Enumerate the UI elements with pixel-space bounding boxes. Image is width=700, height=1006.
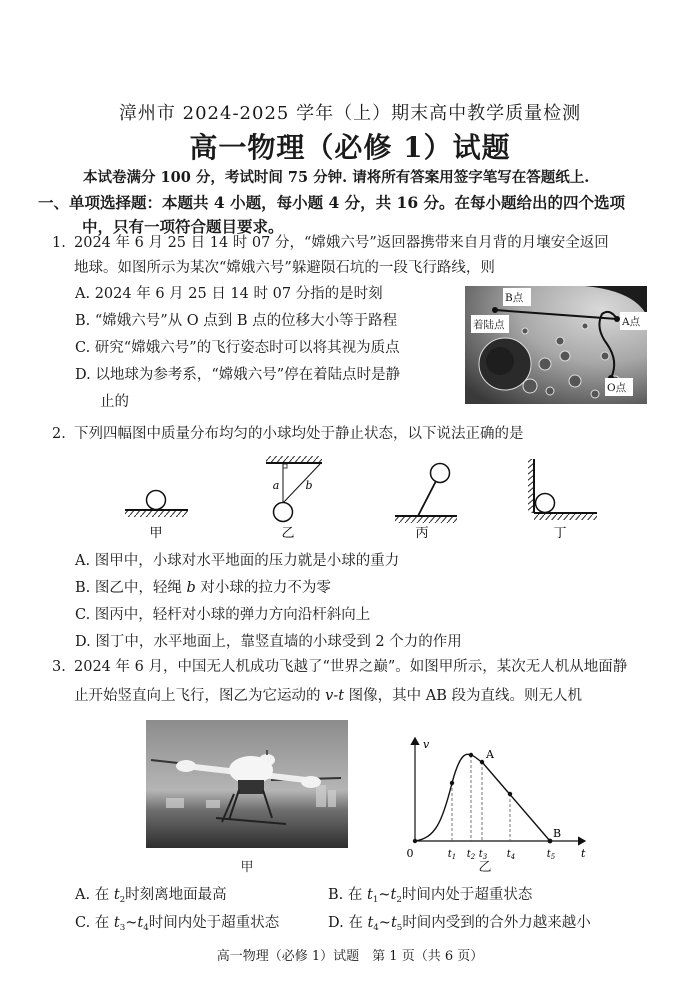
option-a (75, 548, 399, 575)
option-text-end: 时刻离地面最高 (125, 887, 227, 903)
question-number: 1. (52, 235, 66, 251)
v-axis-label: v (423, 738, 430, 751)
time-subscript: 2 (119, 895, 126, 906)
option-text: 以地球为参考系，“嫦娥六号”停在着陆点时是静 (95, 367, 401, 383)
point-a (614, 316, 620, 322)
rope-a-label: a (272, 479, 280, 492)
figure-caption: 丙 (415, 526, 429, 541)
option-text: 在 (347, 887, 367, 903)
figure-caption: 乙 (281, 526, 295, 541)
point-b (492, 307, 498, 313)
time-subscript: 3 (119, 923, 126, 934)
question-number: 2. (52, 426, 66, 442)
option-text: 图丙中，轻杆对小球的弹力方向沿杆斜向上 (94, 607, 371, 623)
option-d (75, 362, 400, 389)
time-subscript: 1 (372, 895, 379, 906)
question-stem-line2 (74, 684, 582, 708)
option-text-end: 时间内处于超重状态 (401, 887, 533, 903)
time-variable: t (113, 887, 120, 903)
figure-ding (528, 459, 597, 541)
rope-variable: b (186, 580, 196, 596)
rope-b (283, 464, 320, 503)
ball (431, 464, 450, 483)
option-label: D. (328, 915, 344, 931)
option-text: 图乙中，轻绳 (94, 580, 187, 596)
t-axis-label: t (581, 847, 586, 860)
option-text: 研究“嫦娥六号”的飞行姿态时可以将其视为质点 (94, 340, 400, 356)
time-variable: t (367, 915, 374, 931)
figure-bing (395, 464, 457, 542)
section-title-line2: 中，只有一项符合题目要求。 (82, 217, 284, 236)
exam-header: 漳州市 2024-2025 学年（上）期末高中教学质量检测 (118, 103, 582, 124)
option-label: B. (75, 580, 91, 596)
ball (536, 494, 555, 513)
ball (147, 491, 166, 510)
velocity-curve (415, 754, 550, 841)
option-d (328, 910, 591, 942)
tick-t1: $t_1$ (447, 849, 457, 861)
question-stem-line2: 地球。如图所示为某次“嫦娥六号”躲避陨石坑的一段飞行路线，则 (74, 260, 495, 276)
question-stem-line1: 2024 年 6 月 25 日 14 时 07 分，“嫦娥六号”返回器携带来自月背的月壤安全返回 (74, 235, 609, 251)
option-text: 2024 年 6 月 25 日 14 时 07 分指的是时刻 (94, 286, 383, 302)
option-a (75, 281, 383, 308)
light-rod (418, 481, 436, 516)
option-label: B. (75, 313, 91, 329)
option-label: C. (75, 607, 91, 623)
time-subscript: 5 (396, 923, 403, 934)
time-subscript: 2 (396, 895, 402, 906)
option-text-end: 对小球的拉力不为零 (195, 580, 331, 596)
time-subscript: 4 (143, 923, 149, 934)
stem-text-end: 图像，其中 AB 段为直线。则无人机 (344, 688, 582, 704)
option-d (75, 629, 462, 656)
question-stem-line1: 下列四幅图中质量分布均匀的小球均处于静止状态，以下说法正确的是 (74, 426, 524, 442)
option-c (75, 602, 370, 629)
option-text: 在 (94, 887, 114, 903)
instructions: 本试卷满分 100 分，考试时间 75 分钟. 请将所有答案用签字笔写在答题纸上. (83, 169, 590, 186)
option-b (75, 308, 397, 335)
vt-graph (390, 733, 600, 863)
time-subscript: 4 (373, 923, 379, 934)
tick-t2: $t_2$ (466, 849, 476, 861)
ball (274, 503, 293, 522)
range-tilde: ~ (125, 915, 138, 931)
option-text-end: 时间内处于超重状态 (148, 915, 280, 931)
option-c (75, 335, 400, 362)
rope-b-label: b (305, 479, 313, 492)
section-title-line1: 一、单项选择题：本题共 4 小题，每小题 4 分，共 16 分。在每小题给出的四个选项 (38, 193, 626, 212)
option-label: A. (75, 553, 91, 569)
option-label: A. (75, 887, 91, 903)
dashed-guides (452, 755, 510, 841)
tick-t3: $t_3$ (478, 849, 488, 861)
figure-caption: 甲 (149, 526, 163, 541)
question-stem-line1: 2024 年 6 月，中国无人机成功飞越了“世界之巅”。如图甲所示，某次无人机从地面静 (74, 659, 628, 675)
option-label: C. (75, 340, 91, 356)
figure-caption: 丁 (553, 526, 567, 541)
range-tilde: ~ (378, 915, 391, 931)
figure-yi (266, 456, 322, 541)
photo-caption: 甲 (240, 860, 254, 875)
range-tilde: ~ (378, 887, 391, 903)
option-text-end: 时间内受到的合外力越来越小 (402, 915, 591, 931)
option-label: A. (75, 286, 91, 302)
point-b-label: B (553, 827, 562, 840)
option-text: 在 (94, 915, 114, 931)
option-text: 图甲中，小球对水平地面的压力就是小球的重力 (94, 553, 400, 569)
point-a-label: A (486, 748, 494, 761)
paper-title: 高一物理（必修 1）试题 (189, 131, 511, 164)
label-a-point: A点 (622, 316, 641, 328)
option-label: D. (75, 634, 91, 650)
time-variable: t (137, 915, 144, 931)
moon-flight-path-figure (465, 286, 647, 404)
static-ball-figures (100, 445, 620, 545)
time-variable: t (390, 887, 397, 903)
drone-photo (146, 720, 348, 848)
option-label: D. (75, 367, 91, 383)
question-number: 3. (52, 659, 66, 675)
option-label: B. (328, 887, 344, 903)
page-footer: 高一物理（必修 1）试题 第 1 页（共 6 页） (216, 949, 484, 964)
time-variable: t (113, 915, 120, 931)
label-landing-point: 着陆点 (473, 319, 505, 331)
option-text: 图丁中，水平地面上，靠竖直墙的小球受到 2 个力的作用 (95, 634, 462, 650)
label-o-point: O点 (607, 382, 627, 394)
option-d-continued: 止的 (100, 394, 129, 410)
time-variable: t (366, 887, 373, 903)
graph-caption: 乙 (478, 860, 492, 875)
time-variable: t (390, 915, 397, 931)
label-b-point: B点 (505, 292, 524, 304)
tick-t4: $t_4$ (506, 849, 516, 861)
vt-variable: v-t (325, 688, 345, 704)
option-c (75, 910, 279, 942)
option-b (75, 575, 331, 602)
figure-jia (125, 491, 188, 542)
origin-label: 0 (406, 847, 414, 860)
stem-text: 止开始竖直向上飞行，图乙为它运动的 (74, 688, 326, 704)
tick-t5: $t_5$ (546, 849, 556, 861)
option-label: C. (75, 915, 91, 931)
option-text: 在 (348, 915, 368, 931)
option-text: “嫦娥六号”从 O 点到 B 点的位移大小等于路程 (94, 313, 398, 329)
